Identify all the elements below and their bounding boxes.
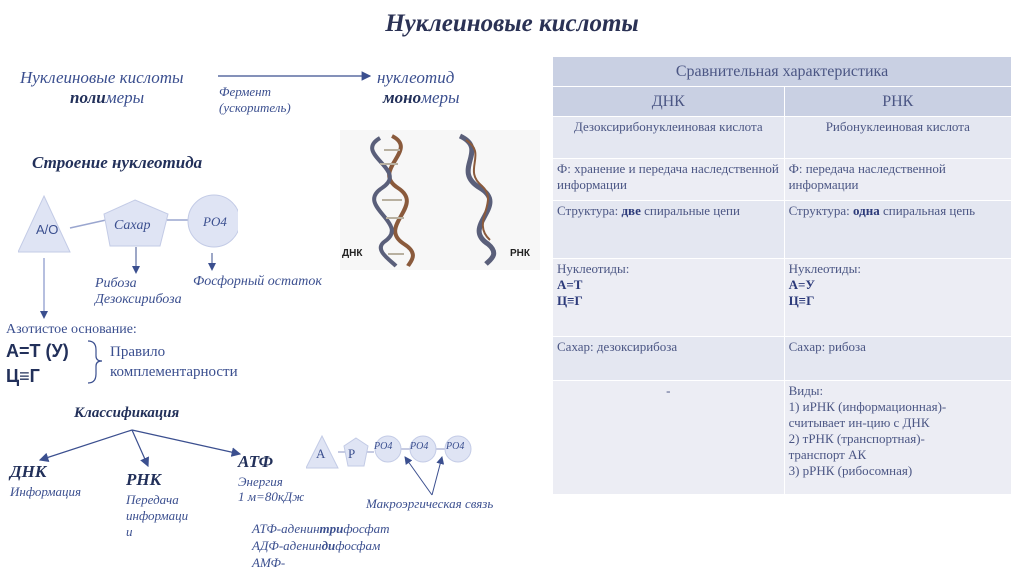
atp-po3-label: PO4 <box>446 441 465 452</box>
pentagon-label: Сахар <box>114 218 151 233</box>
intro-right <box>377 68 460 108</box>
atp-def-3: АМФ- <box>252 555 286 570</box>
enzyme-line1: Фермент <box>219 84 271 99</box>
bond-label: Макроэргическая связь <box>366 496 494 511</box>
cell-dna-nucleotides: Нуклеотиды: А=Т Ц≡Г <box>553 259 785 337</box>
cell-rna-types: Виды: 1) иРНК (информационная)- считывает ин-цию с ДНК 2) тРНК (транспортная)- транспорт АК 3) рРНК (рибосомная) <box>784 381 1011 495</box>
page-title: Нуклеиновые кислоты <box>385 10 639 37</box>
helix-dna-label: ДНК <box>342 248 363 259</box>
table-row <box>553 337 1012 381</box>
sugar-note-line1: Рибоза <box>95 276 137 291</box>
cell-rna-name: Рибонуклеиновая кислота <box>784 117 1011 159</box>
brace <box>88 341 102 383</box>
rna-helix <box>460 136 494 264</box>
cell-rna-nucleotides: Нуклеотиды: А=У Ц≡Г <box>784 259 1011 337</box>
cell-dna-sugar: Сахар: дезоксирибоза <box>553 337 785 381</box>
cell-dna-types: - <box>553 381 785 495</box>
atp-def-1: АТФ-аденинтрифосфат <box>252 521 390 536</box>
table-row <box>553 381 1012 495</box>
cell-dna-name: Дезоксирибонуклеиновая кислота <box>553 117 785 159</box>
atp-sub2: 1 м=80кДж <box>238 489 305 504</box>
atp-definitions <box>252 520 389 571</box>
atp-po1-label: PO4 <box>374 441 393 452</box>
classification-heading: Классификация <box>74 405 180 421</box>
pair-at: А=Т (У) <box>6 341 69 361</box>
atp-sub1: Энергия <box>238 474 283 489</box>
table-col-dna: ДНК <box>553 87 785 117</box>
atp-pentagon-label: Р <box>348 446 356 461</box>
enzyme-line2: (ускоритель) <box>219 100 291 115</box>
comparison-table <box>552 56 1012 495</box>
intro-left-line1: Нуклеиновые кислоты <box>20 68 184 87</box>
class-atp-title: АТФ <box>238 452 274 471</box>
circle-label: PO4 <box>203 214 227 229</box>
class-rna-title: РНК <box>126 470 162 489</box>
triangle-label: А/О <box>36 222 59 237</box>
dna-helix <box>372 136 413 266</box>
rna-sub-line3: и <box>126 524 133 539</box>
rule-line2: комплементарности <box>110 364 238 380</box>
table-row <box>553 201 1012 259</box>
rule-line1: Правило <box>110 344 166 360</box>
enzyme-note <box>219 84 291 116</box>
table-caption: Сравнительная характеристика <box>553 57 1012 87</box>
table-row <box>553 159 1012 201</box>
helix-image <box>340 130 540 270</box>
table-row <box>553 117 1012 159</box>
class-rna-sub <box>126 492 188 540</box>
cell-dna-function: Ф: хранение и передача наследственной информации <box>553 159 785 201</box>
intro-poly-rest: меры <box>105 88 145 107</box>
class-atp-sub <box>238 474 304 504</box>
cell-rna-function: Ф: передача наследственной информации <box>784 159 1011 201</box>
atp-triangle-label: А <box>316 446 326 461</box>
class-dna-sub: Информация <box>10 484 82 499</box>
intro-right-line1: нуклеотид <box>377 68 455 87</box>
complementarity-rule <box>110 342 238 382</box>
phosphate-note: Фосфорный остаток <box>193 274 322 289</box>
cell-rna-structure: Структура: одна спиральная цепь <box>784 201 1011 259</box>
intro-poly-bold: поли <box>70 88 106 107</box>
atp-def-2: АДФ-адениндифосфам <box>252 538 381 553</box>
atp-po2-label: PO4 <box>410 441 429 452</box>
base-caption: Азотистое основание: <box>6 322 137 337</box>
rna-sub-line2: информаци <box>126 508 189 523</box>
cell-dna-structure: Структура: две спиральные цепи <box>553 201 785 259</box>
table-col-rna: РНК <box>784 87 1011 117</box>
sugar-note <box>95 276 182 308</box>
rna-sub-line1: Передача <box>126 492 179 507</box>
sugar-note-line2: Дезоксирибоза <box>95 292 182 307</box>
table-row <box>553 259 1012 337</box>
atp-molecule <box>306 434 476 474</box>
intro-mono-bold: моно <box>383 88 422 107</box>
intro-mono-rest: меры <box>421 88 460 107</box>
intro-left <box>20 68 184 108</box>
pair-cg: Ц≡Г <box>6 366 40 386</box>
structure-heading: Строение нуклеотида <box>32 153 203 172</box>
cell-rna-sugar: Сахар: рибоза <box>784 337 1011 381</box>
class-dna-title: ДНК <box>10 462 47 481</box>
helix-rna-label: РНК <box>510 248 530 259</box>
